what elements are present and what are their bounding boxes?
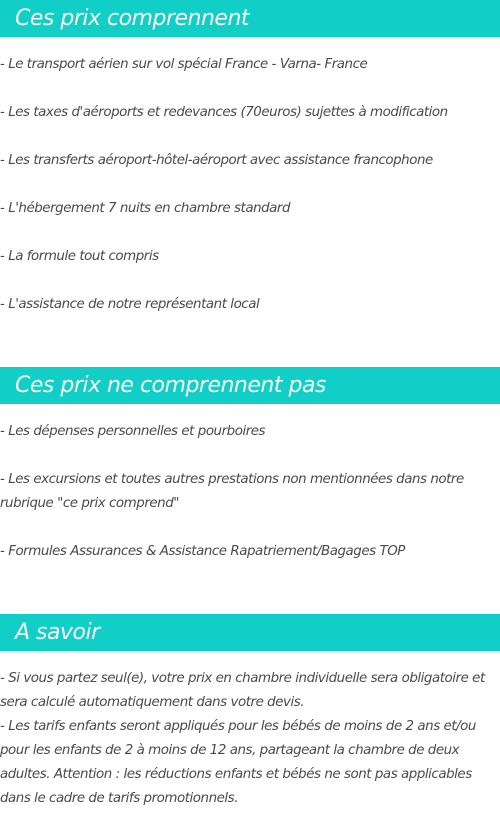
list-item: - Les excursions et toutes autres prestations non mentionnées dans notre rubrique "ce prix comprend" — [0, 472, 464, 511]
list-item: - Les tarifs enfants seront appliqués pour les bébés de moins de 2 ans et/ou pour les enfants de 2 à moins de 12 ans, partageant la chambre de deux adultes. Attention : les réductions enfants et bébés ne sont pas applicables dans le cadre de tarifs promotionnels. — [0, 719, 476, 806]
list-item: - Les transferts aéroport-hôtel-aéroport avec assistance francophone — [0, 153, 433, 168]
section-title-good-to-know: A savoir — [0, 614, 500, 651]
list-item: - Le transport aérien sur vol spécial France - Varna- France — [0, 57, 368, 72]
list-item: - Les dépenses personnelles et pourboires — [0, 424, 266, 439]
list-item: - L'hébergement 7 nuits en chambre standard — [0, 201, 291, 216]
list-item: - Les taxes d'aéroports et redevances (70euros) sujettes à modification — [0, 105, 448, 120]
list-item: - La formule tout compris — [0, 249, 159, 264]
list-item: - L'assistance de notre représentant local — [0, 297, 260, 312]
list-item: - Si vous partez seul(e), votre prix en chambre individuelle sera obligatoire et sera calculé automatiquement dans votre devis. — [0, 671, 485, 710]
list-item: - Formules Assurances & Assistance Rapatriement/Bagages TOP — [0, 544, 405, 559]
section-title-included: Ces prix comprennent — [0, 0, 500, 37]
section-title-not-included: Ces prix ne comprennent pas — [0, 367, 500, 404]
